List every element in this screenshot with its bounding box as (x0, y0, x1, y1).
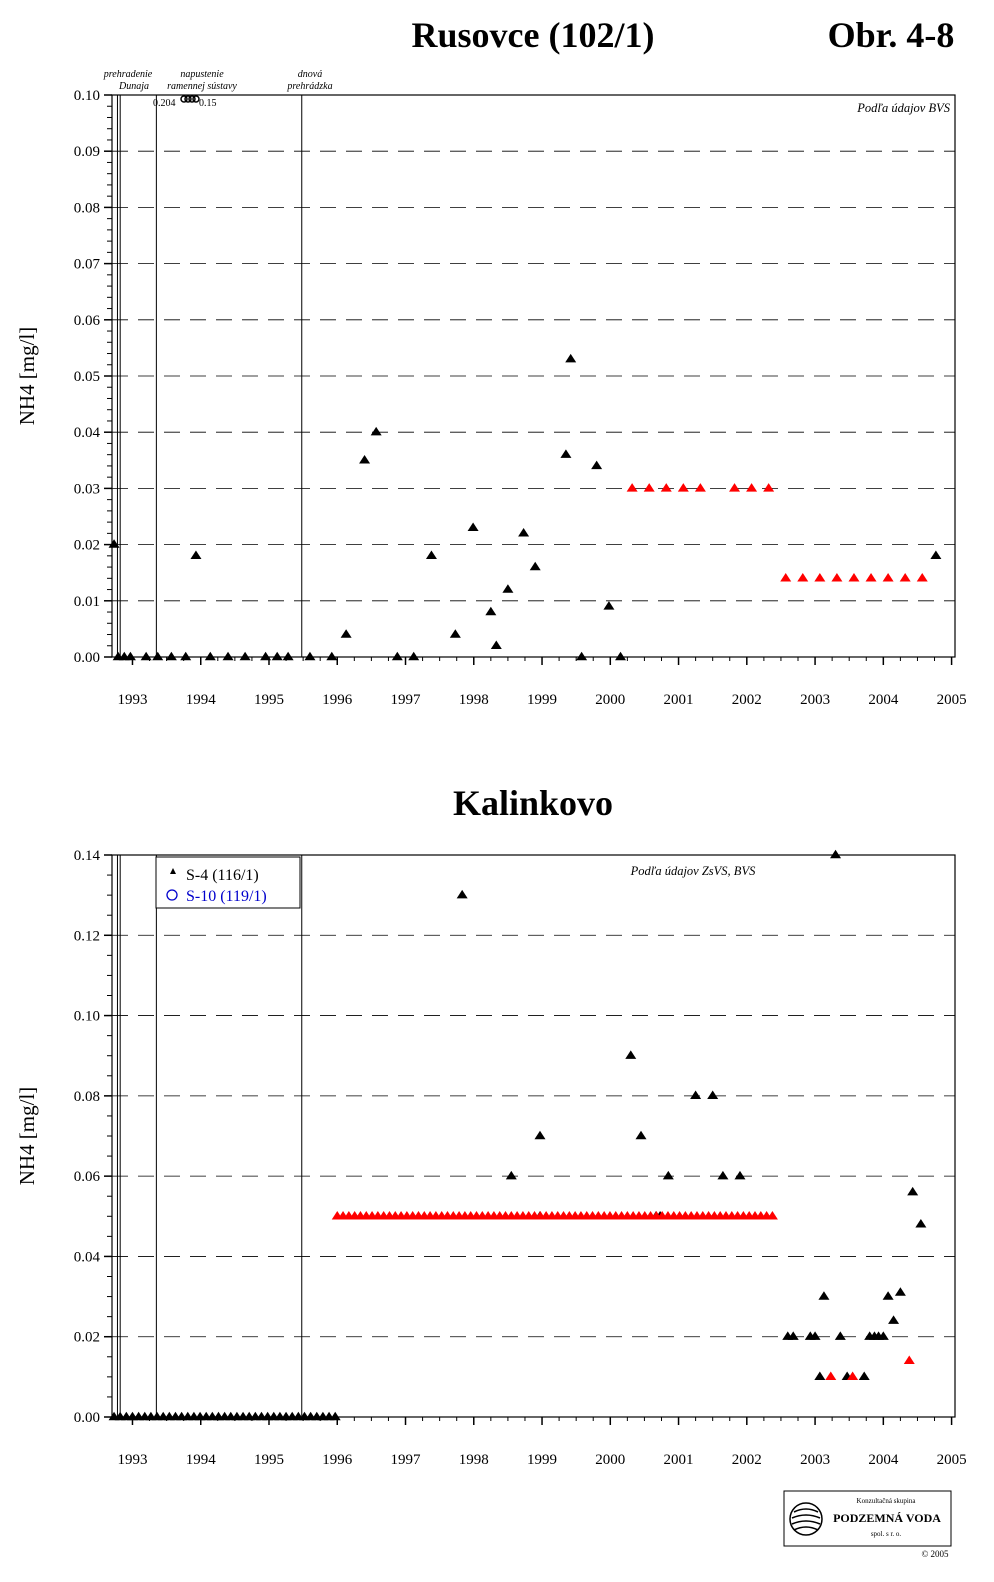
x-tick-label: 1999 (527, 692, 558, 708)
data-point (283, 652, 294, 661)
data-point (223, 652, 234, 661)
data-point (814, 573, 825, 582)
y-tick-label: 0.04 (73, 425, 100, 442)
logo-line-2: PODZEMNÁ VODA (833, 1511, 941, 1525)
data-point (326, 652, 337, 661)
data-point (780, 573, 791, 582)
y-tick-label: 0.12 (73, 928, 100, 945)
data-point (518, 528, 529, 537)
x-tick-label: 2002 (731, 692, 762, 708)
data-point (831, 573, 842, 582)
event-annotation: dnová (297, 69, 323, 80)
plot-frame (112, 855, 955, 1417)
y-tick-label: 0.08 (73, 1088, 100, 1105)
data-point (907, 1187, 918, 1196)
data-point (615, 652, 626, 661)
x-tick-label: 1996 (322, 1452, 353, 1468)
data-point (690, 1091, 701, 1100)
logo-line-3: spol. s r. o. (870, 1530, 902, 1538)
data-point (734, 1171, 745, 1180)
outlier-label: 0.15 (199, 98, 217, 109)
data-point (450, 629, 461, 638)
y-tick-label: 0.06 (73, 1169, 100, 1186)
data-point (746, 483, 757, 492)
data-point (814, 1372, 825, 1381)
outlier-label: 0.204 (153, 98, 176, 109)
x-tick-label: 1995 (253, 1452, 284, 1468)
event-annotation: prehrádzka (287, 81, 333, 92)
data-point (240, 652, 251, 661)
data-point (625, 1050, 636, 1059)
data-point (895, 1287, 906, 1296)
figure-label: Obr. 4-8 (827, 15, 955, 55)
data-point (190, 551, 201, 560)
x-tick-label: 1999 (527, 1452, 558, 1468)
data-point (917, 573, 928, 582)
data-point (825, 1372, 836, 1381)
data-point (506, 1171, 517, 1180)
data-point (888, 1315, 899, 1324)
data-point (205, 652, 216, 661)
x-tick-label: 1993 (117, 1452, 148, 1468)
y-axis-label-bottom: NH4 [mg/l] (15, 1086, 39, 1186)
x-tick-label: 2002 (731, 1452, 762, 1468)
x-tick-label: 1997 (390, 692, 421, 708)
x-tick-label: 2003 (800, 1452, 831, 1468)
x-tick-label: 1996 (322, 692, 353, 708)
data-point (707, 1091, 718, 1100)
y-tick-label: 0.10 (73, 88, 100, 104)
data-point (180, 652, 191, 661)
plot-area-top (74, 69, 967, 708)
y-tick-label: 0.14 (73, 848, 100, 864)
data-point (883, 1291, 894, 1300)
legend-label-s4: S-4 (116/1) (186, 867, 259, 884)
y-tick-label: 0.01 (73, 593, 100, 610)
data-point (900, 573, 911, 582)
x-tick-label: 2000 (595, 692, 626, 708)
y-tick-label: 0.03 (73, 481, 100, 498)
data-point (457, 890, 468, 899)
data-point (141, 652, 152, 661)
y-tick-label: 0.10 (73, 1008, 100, 1025)
data-point (603, 601, 614, 610)
data-point (304, 652, 315, 661)
chart-title-kalinkovo: Kalinkovo (452, 783, 614, 823)
data-point (695, 483, 706, 492)
y-tick-label: 0.04 (73, 1249, 100, 1266)
x-tick-label: 2003 (800, 692, 831, 708)
legend (156, 857, 300, 908)
data-point (560, 449, 571, 458)
x-tick-label: 1998 (458, 1452, 489, 1468)
logo-copyright: © 2005 (921, 1549, 949, 1559)
data-point (729, 483, 740, 492)
data-point (485, 607, 496, 616)
y-tick-label: 0.02 (73, 1329, 100, 1346)
data-point (835, 1331, 846, 1340)
event-annotation: prehradenie (103, 69, 153, 80)
x-tick-label: 2004 (868, 692, 899, 708)
x-tick-label: 2001 (663, 1452, 694, 1468)
x-tick-label: 1997 (390, 1452, 421, 1468)
data-point (152, 652, 163, 661)
data-point (341, 629, 352, 638)
data-point (883, 573, 894, 582)
data-point (260, 652, 271, 661)
y-tick-label: 0.08 (73, 200, 100, 217)
x-tick-label: 1995 (253, 692, 284, 708)
data-point (272, 652, 283, 661)
y-axis-label-top: NH4 [mg/l] (15, 326, 39, 426)
data-point (930, 551, 941, 560)
event-annotation: Dunaja (119, 81, 149, 92)
company-logo (784, 1491, 951, 1559)
data-point (534, 1131, 545, 1140)
y-tick-label: 0.07 (73, 256, 100, 273)
data-point (530, 562, 541, 571)
x-tick-label: 1998 (458, 692, 489, 708)
y-tick-label: 0.00 (73, 1410, 100, 1426)
data-point (166, 652, 177, 661)
data-point (848, 573, 859, 582)
data-point (392, 652, 403, 661)
y-tick-label: 0.05 (73, 369, 100, 385)
data-point (661, 483, 672, 492)
data-point (866, 573, 877, 582)
data-point (818, 1291, 829, 1300)
x-tick-label: 2000 (595, 1452, 626, 1468)
data-point (359, 455, 370, 464)
source-note-top: Podľa údajov BVS (857, 101, 950, 115)
data-point (717, 1171, 728, 1180)
data-point (502, 584, 513, 593)
data-point (591, 461, 602, 470)
data-point (644, 483, 655, 492)
y-tick-label: 0.09 (73, 144, 100, 161)
x-tick-label: 2005 (936, 1452, 967, 1468)
x-tick-label: 1993 (117, 692, 148, 708)
data-point (426, 551, 437, 560)
source-note-bottom: Podľa údajov ZsVS, BVS (630, 864, 756, 878)
x-tick-label: 1994 (185, 692, 216, 708)
x-tick-label: 2004 (868, 1452, 899, 1468)
data-point (371, 427, 382, 436)
data-point (830, 850, 841, 859)
data-point (678, 483, 689, 492)
event-annotation: ramennej sústavy (167, 81, 237, 92)
data-point (797, 573, 808, 582)
chart-title-rusovce: Rusovce (102/1) (411, 15, 655, 55)
data-point (565, 354, 576, 363)
data-point (904, 1356, 915, 1365)
plot-area-bottom (74, 848, 967, 1468)
x-tick-label: 1994 (185, 1452, 216, 1468)
x-tick-label: 2005 (936, 692, 967, 708)
y-tick-label: 0.06 (73, 312, 100, 329)
y-tick-label: 0.00 (73, 650, 100, 666)
event-annotation: napustenie (180, 69, 224, 80)
data-point (636, 1131, 647, 1140)
x-tick-label: 2001 (663, 692, 694, 708)
data-point (627, 483, 638, 492)
logo-line-1: Konzultačná skupina (856, 1497, 916, 1505)
data-point (491, 640, 502, 649)
data-point (663, 1171, 674, 1180)
data-point (468, 522, 479, 531)
data-point (915, 1219, 926, 1228)
data-point (576, 652, 587, 661)
data-point (408, 652, 419, 661)
legend-label-s10: S-10 (119/1) (186, 888, 267, 905)
data-point (859, 1372, 870, 1381)
y-tick-label: 0.02 (73, 537, 100, 554)
data-point (763, 483, 774, 492)
